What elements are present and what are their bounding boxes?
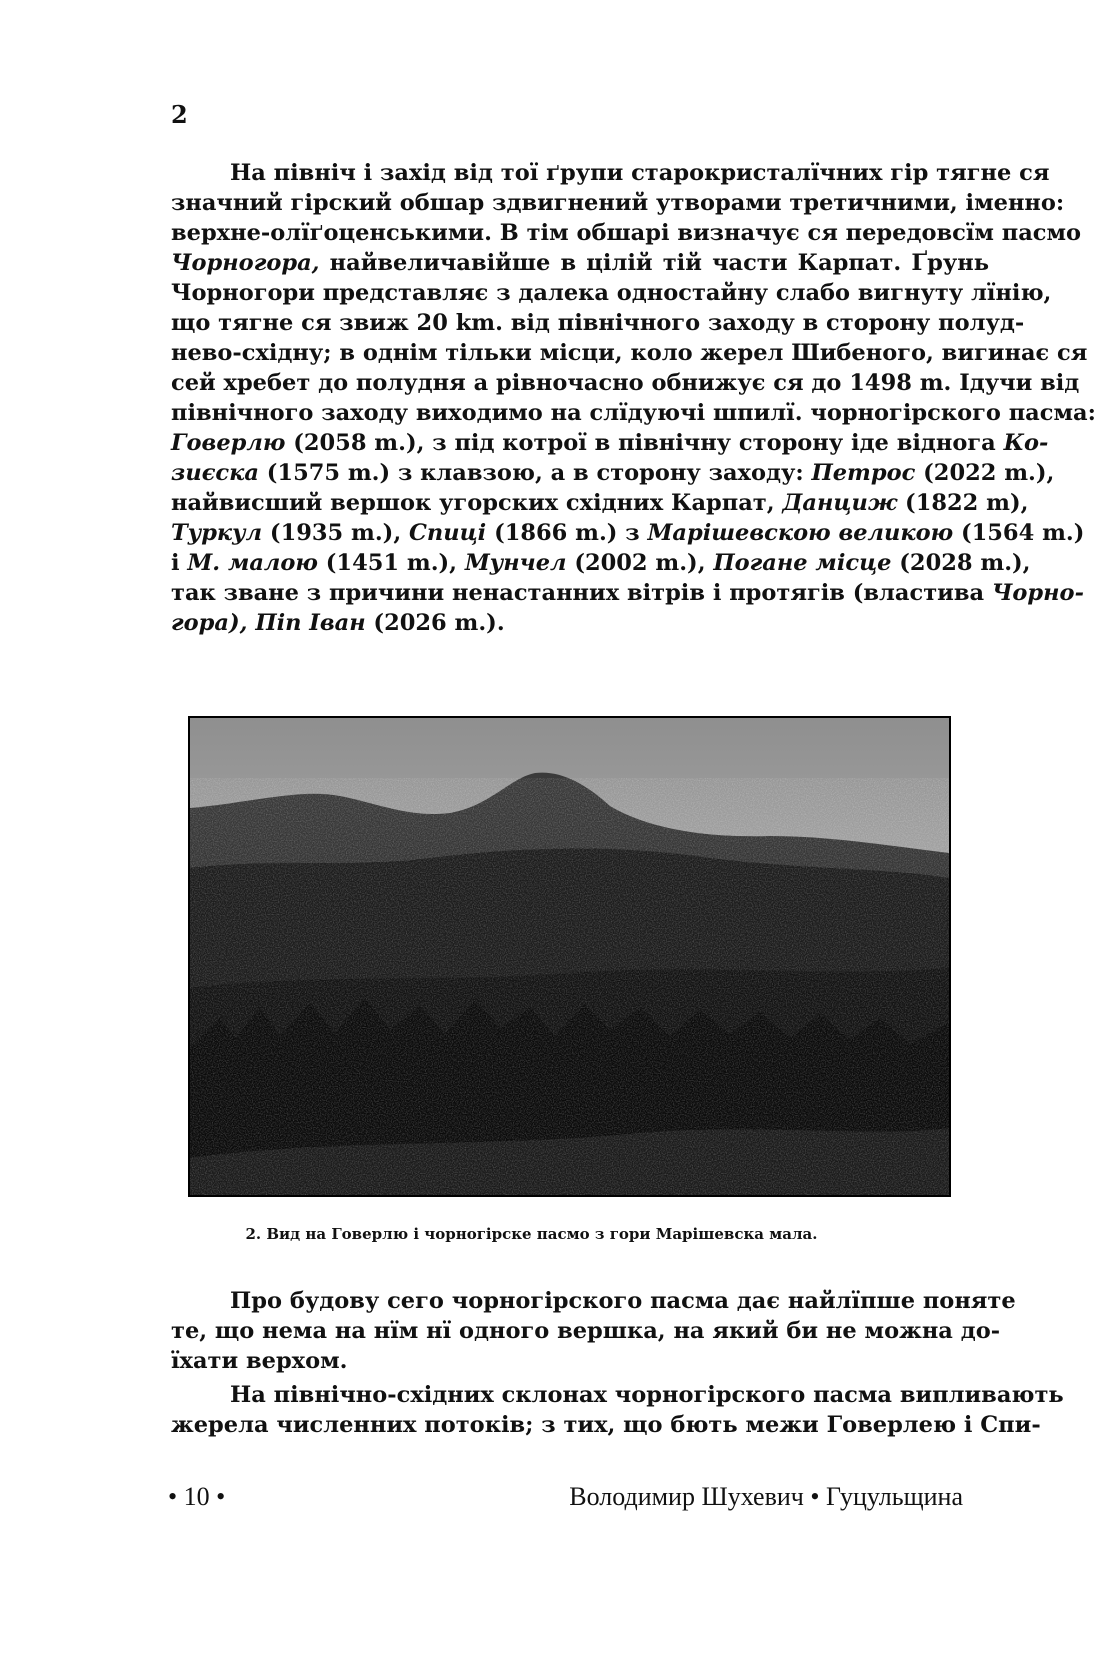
text-line — [171, 1346, 989, 1376]
italic-place-name: М. малою — [187, 550, 318, 576]
italic-place-name: Чорно- — [991, 580, 1084, 606]
text-run: (2028 m.), — [891, 550, 1031, 576]
text-run: (1451 m.), — [317, 550, 465, 576]
text-run: (2058 m.), з під котрої в північну сторону іде віднога — [285, 430, 1004, 456]
paragraph-1 — [171, 158, 1096, 638]
text-run: так зване з причини ненастанних вітрів і протягів (властива — [171, 580, 992, 606]
text-run: найвеличавійше в цілій тій части Карпат. Ґрунь — [319, 250, 989, 276]
italic-place-name: Говерлю — [171, 430, 286, 456]
figure-caption: 2. Вид на Говерлю і чорногірске пасмо з гори Марішевска мала. — [245, 1225, 818, 1243]
text-line — [171, 158, 1050, 188]
italic-place-name: Данциж — [782, 490, 898, 516]
text-run: На північ і захід від тої ґрупи старокристалїчних гір тягне ся — [230, 160, 1050, 186]
text-run: Про будову сего чорногірского пасма дає найлїпше поняте — [230, 1288, 1016, 1314]
text-run: нево-східну; в однім тільки місци, коло жерел Шибеного, вигинає ся — [171, 340, 1088, 366]
text-run: найвисший вершок угорских східних Карпат, — [171, 490, 783, 516]
text-line — [171, 398, 1096, 428]
italic-place-name: Погане місце — [713, 550, 892, 576]
text-line — [171, 578, 1084, 608]
text-line — [171, 548, 1031, 578]
italic-place-name: Марішевскою великою — [647, 520, 954, 546]
text-run: (1866 m.) з — [486, 520, 648, 546]
text-line — [171, 218, 1082, 248]
italic-place-name: Туркул — [171, 520, 263, 546]
italic-place-name: гора), — [171, 610, 248, 636]
text-line — [171, 1410, 1041, 1440]
text-run: (2022 m.), — [915, 460, 1055, 486]
text-run: (1822 m), — [897, 490, 1029, 516]
italic-place-name: зиєска — [171, 460, 259, 486]
text-run: верхне-олїґоценськими. В тім обшарі визначує ся передовсїм пасмо — [171, 220, 1082, 246]
italic-place-name: Спиці — [408, 520, 487, 546]
italic-place-name: Мунчел — [464, 550, 567, 576]
page-number: 2 — [171, 100, 188, 129]
text-run: жерела численних потоків; з тих, що бють межи Говерлею і Спи- — [171, 1412, 1041, 1438]
text-line — [171, 1316, 1001, 1346]
text-run: Чорногори представляє з далека одностайну слабо вигнуту лїнію, — [171, 280, 1052, 306]
text-line — [171, 608, 989, 638]
italic-place-name: Ко- — [1003, 430, 1049, 456]
text-line — [171, 1380, 1064, 1410]
text-line — [171, 488, 1029, 518]
text-run: їхати верхом. — [171, 1348, 348, 1374]
text-run: що тягне ся звиж 20 km. від північного заходу в сторону полуд- — [171, 310, 1025, 336]
text-run: (1564 m.) — [953, 520, 1085, 546]
text-line — [171, 518, 1085, 548]
text-line — [171, 248, 989, 278]
text-run: те, що нема на нїм нї одного вершка, на який би не можна до- — [171, 1318, 1001, 1344]
text-line — [171, 368, 1080, 398]
italic-place-name: Чорногора, — [171, 250, 320, 276]
text-run: сей хребет до полудня а рівночасно обнижує ся до 1498 m. Ідучи від — [171, 370, 1080, 396]
text-line — [171, 308, 1025, 338]
text-line — [171, 188, 1065, 218]
text-run: (2026 m.). — [365, 610, 505, 636]
text-run: (1575 m.) з клавзою, а в сторону заходу: — [258, 460, 812, 486]
text-run: значний гірский обшар здвигнений утворами третичними, іменно: — [171, 190, 1065, 216]
text-run: На північно-східних склонах чорногірского пасма випливають — [230, 1382, 1064, 1408]
mountain-photograph — [188, 716, 951, 1197]
text-line — [171, 1286, 1016, 1316]
text-run: (1935 m.), — [262, 520, 409, 546]
footer-book-title: Володимир Шухевич • Гуцульщина — [569, 1482, 963, 1511]
italic-place-name: Піп Іван — [255, 610, 366, 636]
text-run: північного заходу виходимо на слїдуючі шпилї. чорногірского пасма: — [171, 400, 1096, 426]
text-run: (2002 m.), — [566, 550, 714, 576]
footer-page-label: • 10 • — [168, 1482, 226, 1511]
text-line — [171, 458, 1055, 488]
text-run: і — [171, 550, 188, 576]
photo-image — [190, 718, 949, 1195]
text-line — [171, 428, 1049, 458]
paragraph-3 — [171, 1380, 1064, 1440]
text-line — [171, 278, 1052, 308]
italic-place-name: Петрос — [811, 460, 916, 486]
paragraph-2 — [171, 1286, 1016, 1376]
text-line — [171, 338, 1088, 368]
